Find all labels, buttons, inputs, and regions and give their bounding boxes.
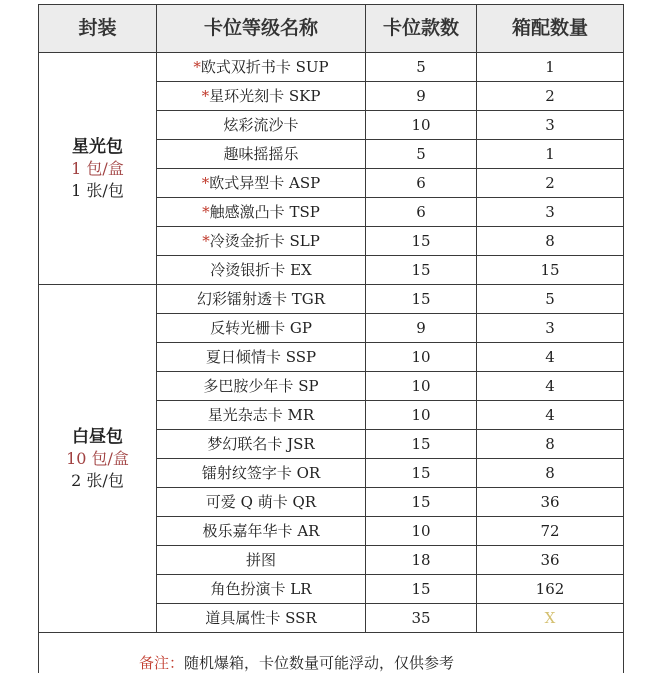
tier-name-cell [157,459,366,488]
box-ratio-cell: 36 [477,488,624,517]
style-count-cell: 5 [366,53,477,82]
style-count-cell: 15 [366,256,477,285]
tier-name: 欧式双折书卡 SUP [201,58,329,76]
packaging-name: 星光包 [39,136,156,158]
tier-name-cell [157,285,366,314]
style-count-cell: 15 [366,459,477,488]
tier-name: 极乐嘉年华卡 AR [203,522,320,540]
tier-name-cell [157,198,366,227]
style-count-cell: 15 [366,227,477,256]
tier-name-cell [157,546,366,575]
box-ratio-cell: 3 [477,198,624,227]
box-ratio-cell: 36 [477,546,624,575]
tier-name-cell [157,227,366,256]
tier-name: 幻彩镭射透卡 TGR [197,290,325,308]
tier-name: 梦幻联名卡 JSR [207,435,314,453]
packaging-name: 白昼包 [39,426,156,448]
box-ratio-cell: 4 [477,401,624,430]
style-count-cell: 18 [366,546,477,575]
box-ratio-cell: 1 [477,53,624,82]
tier-name-cell [157,401,366,430]
tier-name-cell [157,343,366,372]
tier-name-cell [157,314,366,343]
style-count-cell: 9 [366,82,477,111]
style-count-cell: 6 [366,198,477,227]
box-ratio-cell: 2 [477,169,624,198]
table-row [39,285,624,314]
cards-per-pack: 1 张/包 [39,180,156,202]
note-cell [39,633,624,673]
tier-name: 镭射纹签字卡 OR [202,464,320,482]
tier-name-cell [157,575,366,604]
style-count-cell: 10 [366,343,477,372]
tier-name-cell [157,111,366,140]
asterisk-mark: * [202,87,210,105]
style-count-cell: 35 [366,604,477,633]
table-body [39,53,624,633]
asterisk-mark: * [202,232,210,250]
asterisk-mark: * [202,174,210,192]
box-ratio-cell: 72 [477,517,624,546]
tier-name-cell [157,604,366,633]
tier-name: 星光杂志卡 MR [208,406,314,424]
tier-name-cell [157,372,366,401]
packaging-cell [39,285,157,633]
tier-name: 反转光栅卡 GP [210,319,312,337]
tier-name: 冷烫金折卡 SLP [210,232,320,250]
tier-name: 道具属性卡 SSR [205,609,316,627]
cards-per-pack: 2 张/包 [39,470,156,492]
style-count-cell: 15 [366,575,477,604]
style-count-cell: 5 [366,140,477,169]
box-ratio-cell: 4 [477,372,624,401]
packs-per-box: 10 包/盒 [39,448,156,470]
tier-name-cell [157,256,366,285]
style-count-cell: 15 [366,285,477,314]
style-count-cell: 10 [366,517,477,546]
tier-name: 拼图 [246,551,276,569]
box-ratio-cell: 15 [477,256,624,285]
tier-name: 夏日倾情卡 SSP [206,348,316,366]
style-count-cell: 15 [366,430,477,459]
packs-per-box: 1 包/盒 [39,158,156,180]
box-ratio-cell: 8 [477,430,624,459]
box-ratio-cell: 2 [477,82,624,111]
box-ratio-cell: 3 [477,111,624,140]
tier-name: 多巴胺少年卡 SP [203,377,318,395]
box-ratio-cell: 8 [477,459,624,488]
table-row [39,53,624,82]
asterisk-mark: * [202,203,210,221]
header-box-ratio: 箱配数量 [477,5,624,53]
tier-name: 冷烫银折卡 EX [210,261,311,279]
header-row [39,5,624,53]
box-ratio-cell: 8 [477,227,624,256]
tier-name-cell [157,169,366,198]
note-row [39,633,624,673]
card-tier-table [38,4,624,673]
style-count-cell: 10 [366,401,477,430]
style-count-cell: 9 [366,314,477,343]
asterisk-mark: * [193,58,201,76]
tier-name: 欧式异型卡 ASP [209,174,320,192]
tier-name-cell [157,82,366,111]
tier-name: 角色扮演卡 LR [210,580,311,598]
note-label: 备注： [139,654,184,672]
tier-name: 可爱 Q 萌卡 QR [206,493,316,511]
tier-name: 炫彩流沙卡 [223,116,298,134]
tier-name: 趣味摇摇乐 [223,145,298,163]
tier-name-cell [157,517,366,546]
header-packaging: 封装 [39,5,157,53]
packaging-cell [39,53,157,285]
box-ratio-cell: 162 [477,575,624,604]
style-count-cell: 15 [366,488,477,517]
style-count-cell: 10 [366,111,477,140]
header-style-count: 卡位款数 [366,5,477,53]
box-ratio-cell: 3 [477,314,624,343]
style-count-cell: 6 [366,169,477,198]
box-ratio-cell: 4 [477,343,624,372]
tier-name: 触感激凸卡 TSP [210,203,320,221]
header-tier-name: 卡位等级名称 [157,5,366,53]
tier-name-cell [157,488,366,517]
box-ratio-cell: 1 [477,140,624,169]
tier-name: 星环光刻卡 SKP [209,87,320,105]
tier-name-cell [157,53,366,82]
tier-name-cell [157,430,366,459]
tier-name-cell [157,140,366,169]
note-text: 随机爆箱，卡位数量可能浮动，仅供参考 [184,654,454,672]
box-ratio-cell: 5 [477,285,624,314]
style-count-cell: 10 [366,372,477,401]
card-tier-table-sheet [38,4,623,673]
box-ratio-cell: X [477,604,624,633]
